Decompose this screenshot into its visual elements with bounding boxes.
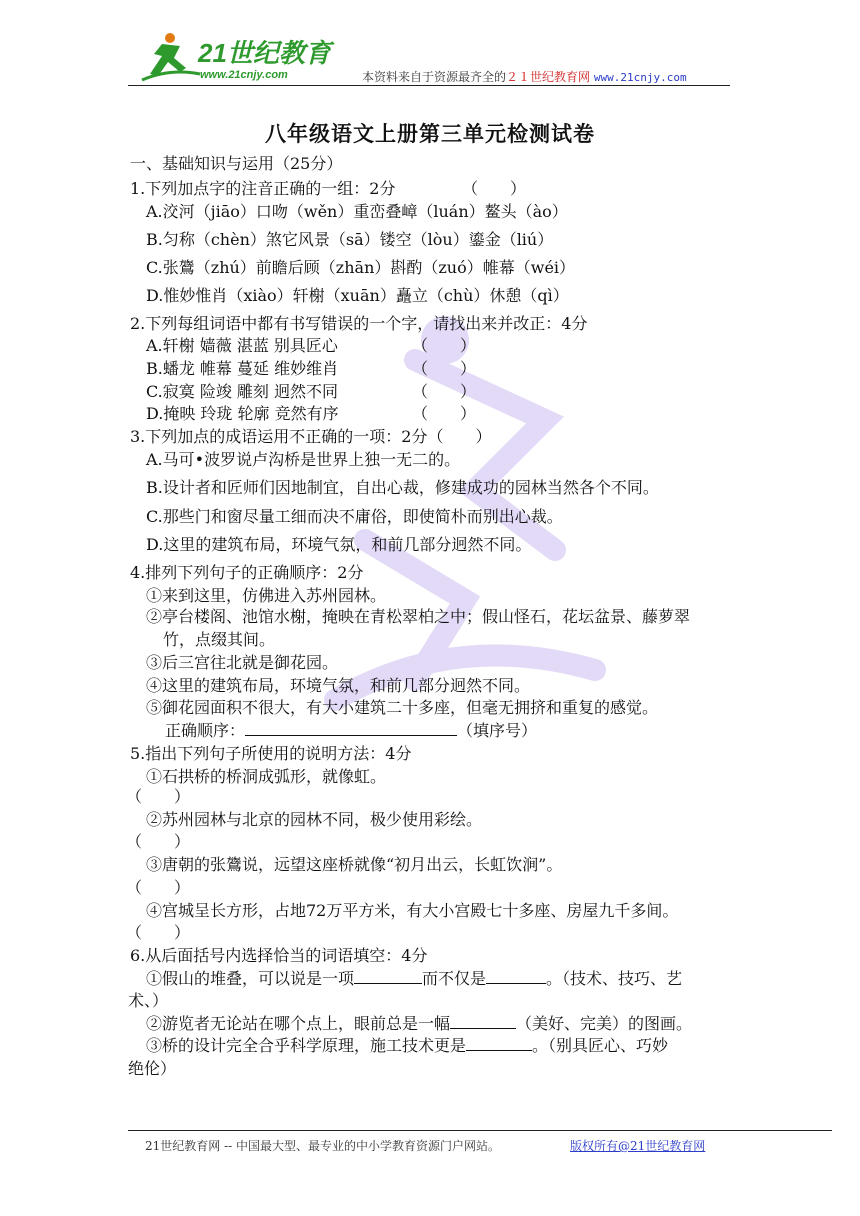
q6-l2-text-b: （美好、完美）的图画。 [516,1014,693,1033]
footer-divider [128,1130,832,1131]
q2-paren-d[interactable]: （ ） [412,404,477,423]
q5-paren-1[interactable]: （ ） [126,787,191,806]
q6-l1-text-c: 。（技术、技巧、艺 [546,969,683,988]
q6-stem: 6.从后面括号内选择恰当的词语填空：4分 [130,946,428,965]
q6-l3-text-a: ③桥的设计完全合乎科学原理，施工技术更是 [146,1036,467,1055]
q5-sentence-4: ④宫城呈长方形，占地72万平方米，有大小宫殿七十多座、房屋九千多间。 [146,901,679,920]
q4-answer-suffix: （填序号） [457,721,538,740]
q2-paren-b[interactable]: （ ） [412,359,477,378]
q1-option-c: C.张鷟（zhú）前瞻后顾（zhān）斟酌（zuó）帷幕（wéi） [146,258,576,277]
q6-line-1-cont: 术、） [128,991,169,1010]
q4-stem: 4.排列下列句子的正确顺序：2分 [130,563,364,582]
q6-blank-3[interactable] [450,1014,516,1029]
q5-sentence-3: ③唐朝的张鷟说，远望这座桥就像“初月出云，长虹饮涧”。 [146,855,563,874]
q6-blank-1[interactable] [354,969,422,984]
q4-sentence-5: ⑤御花园面积不很大，有大小建筑二十多座，但毫无拥挤和重复的感觉。 [146,698,659,717]
q6-blank-4[interactable] [466,1036,532,1051]
section-heading: 一、基础知识与运用（25分） [130,154,343,173]
q6-l2-text-a: ②游览者无论站在哪个点上，眼前总是一幅 [146,1014,451,1033]
q5-paren-3[interactable]: （ ） [126,878,191,897]
q5-sentence-1: ①石拱桥的桥洞成弧形，就像虹。 [146,767,387,786]
q5-stem: 5.指出下列句子所使用的说明方法：4分 [130,744,412,763]
q1-answer-paren[interactable]: （ ） [462,179,527,198]
q3-option-d: D.这里的建筑布局，环境气氛，和前几部分迥然不同。 [146,535,532,554]
q1-option-a: A.洨河（jiāo）口吻（wěn）重峦叠嶂（luán）鳌头（ào） [146,202,568,221]
q1-option-b: B.匀称（chèn）煞它风景（sā）镂空（lòu）鎏金（liú） [146,230,554,249]
q4-answer-line [165,718,537,741]
running-figure-icon [142,33,200,80]
q2-option-d: D.掩映 玲珑 轮廓 竞然有序 [146,404,339,423]
q4-sentence-1: ①来到这里，仿佛进入苏州园林。 [146,586,387,605]
header-note-url[interactable]: www.21cnjy.com [593,71,687,84]
q3-option-c: C.那些门和窗尽量工细而决不庸俗，即使简朴而别出心裁。 [146,507,563,526]
q2-option-b: B.蟠龙 帷幕 蔓延 维妙维肖 [146,359,339,378]
q4-answer-blank[interactable] [245,721,457,736]
q3-option-a: A.马可•波罗说卢沟桥是世界上独一无二的。 [146,450,461,469]
q4-sentence-2-cont: 竹，点缀其间。 [163,630,276,649]
q2-paren-a[interactable]: （ ） [412,336,477,355]
site-logo [140,28,340,88]
q3-stem: 3.下列加点的成语运用不正确的一项：2分（ ） [130,427,492,446]
logo-url: www.21cnjy.com [200,69,288,81]
page-title: 八年级语文上册第三单元检测试卷 [265,121,595,146]
header-note [362,68,687,85]
q2-option-a: A.轩榭 嫱薇 湛蓝 别具匠心 [146,336,338,355]
q6-line-3 [146,1033,668,1056]
q5-sentence-2: ②苏州园林与北京的园林不同，极少使用彩绘。 [146,810,483,829]
header-note-site[interactable]: ２１世纪教育网 [506,70,591,84]
q2-stem: 2.下列每组词语中都有书写错误的一个字，请找出来并改正：4分 [130,314,588,333]
q2-paren-c[interactable]: （ ） [412,382,477,401]
q5-paren-4[interactable]: （ ） [126,923,191,942]
header-divider [128,85,730,86]
q6-l1-text-a: ①假山的堆叠，可以说是一项 [146,969,355,988]
q1-stem: 1.下列加点字的注音正确的一组：2分 [130,179,396,198]
q4-answer-label: 正确顺序： [165,721,246,740]
footer-text: 21世纪教育网 -- 中国最大型、最专业的中小学教育资源门户网站。 [145,1139,501,1153]
logo-text: 21世纪教育 [198,38,331,68]
footer-copyright-link[interactable]: 版权所有@21世纪教育网 [570,1139,706,1153]
q6-line-1 [146,966,682,989]
q4-sentence-4: ④这里的建筑布局，环境气氛，和前几部分迥然不同。 [146,676,531,695]
header-note-prefix: 本资料来自于资源最齐全的 [362,70,507,84]
q5-paren-2[interactable]: （ ） [126,832,191,851]
q6-line-2 [146,1011,692,1034]
q6-blank-2[interactable] [486,969,546,984]
q2-option-c: C.寂寞 险竣 雕刻 迥然不同 [146,382,339,401]
q4-sentence-3: ③后三宫往北就是御花园。 [146,653,339,672]
q6-l3-text-b: 。（别具匠心、巧妙 [532,1036,669,1055]
q6-l1-text-b: 而不仅是 [422,969,487,988]
q4-sentence-2: ②亭台楼阁、池馆水榭，掩映在青松翠柏之中；假山怪石，花坛盆景、藤萝翠 [146,607,691,626]
q3-option-b: B.设计者和匠师们因地制宜，自出心裁，修建成功的园林当然各个不同。 [146,478,659,497]
q6-line-3-cont: 绝伦） [128,1059,177,1078]
q1-option-d: D.惟妙惟肖（xiào）轩榭（xuān）矗立（chù）休憩（qì） [146,286,569,305]
